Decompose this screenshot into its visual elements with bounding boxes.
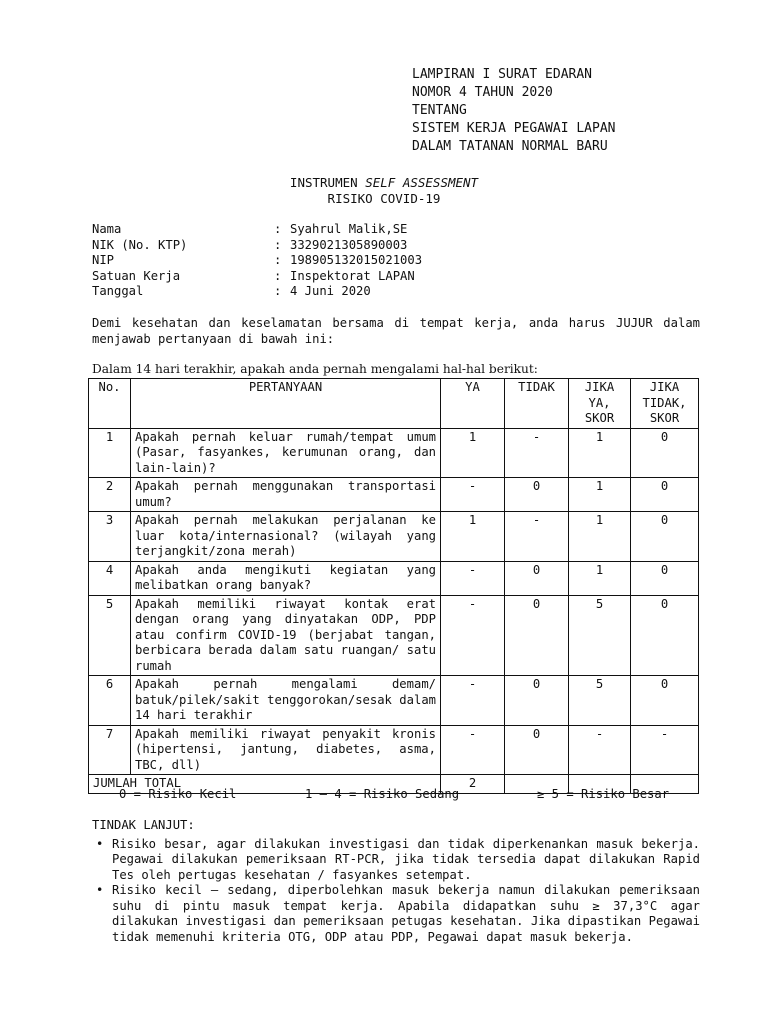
row-ya: - (441, 561, 505, 595)
row-question: Apakah pernah menggunakan transportasi umum? (131, 478, 441, 512)
row-jika-ya: 1 (569, 512, 631, 562)
row-question: Apakah pernah keluar rumah/tempat umum (Pasar, fasyankes, kerumunan orang, dan lain-lain)? (131, 428, 441, 478)
table-header-row (89, 379, 699, 429)
row-no: 1 (89, 428, 131, 478)
table-row (89, 561, 699, 595)
attachment-header (412, 66, 752, 156)
row-ya: - (441, 676, 505, 726)
row-jika-ya: 1 (569, 428, 631, 478)
legend-low: 0 = Risiko Kecil (119, 787, 237, 801)
row-no: 2 (89, 478, 131, 512)
title-italic: SELF ASSESSMENT (365, 175, 479, 190)
row-ya: - (441, 725, 505, 775)
identity-value: Syahrul Malik,SE (290, 222, 408, 236)
row-jika-ya: 5 (569, 595, 631, 676)
row-question: Apakah pernah melakukan perjalanan ke luar kota/internasional? (wilayah yang terjangkit/zona merah) (131, 512, 441, 562)
row-no: 7 (89, 725, 131, 775)
legend-medium: 1 – 4 = Risiko Sedang (305, 787, 460, 801)
row-tidak: 0 (505, 725, 569, 775)
identity-row-nip (92, 253, 712, 269)
legend-high: ≥ 5 = Risiko Besar (537, 787, 670, 801)
row-jika-tidak: 0 (631, 676, 699, 726)
identity-value: 198905132015021003 (290, 253, 423, 267)
header-ya: YA (441, 379, 505, 429)
header-jika-ya: JIKA YA, SKOR (569, 379, 631, 429)
title-subtitle: RISIKO COVID-19 (327, 190, 441, 206)
row-jika-tidak: - (631, 725, 699, 775)
identity-row-name (92, 222, 712, 238)
header-jika-tidak: JIKA TIDAK, SKOR (631, 379, 699, 429)
row-question: Apakah memiliki riwayat kontak erat dengan orang yang dinyatakan ODP, PDP atau confirm COVID-19 (berjabat tangan, berbicara berada dalam satu ruangan/ satu rumah (131, 595, 441, 676)
identity-value: 4 Juni 2020 (290, 284, 371, 298)
row-tidak: 0 (505, 595, 569, 676)
table-row (89, 676, 699, 726)
header-question: PERTANYAAN (131, 379, 441, 429)
document-title (0, 175, 768, 206)
colon: : (274, 268, 282, 283)
list-item: • Risiko kecil – sedang, diperbolehkan masuk bekerja namun dilakukan pemeriksaan suhu di pintu masuk tempat kerja. Apabila didapatkan suhu ≥ 37,3°C agar dilakukan investigasi dan pemeriksaan petugas kesehatan. Jika dipastikan Pegawai tidak memenuhi kriteria OTG, ODP atau PDP, Pegawai dapat masuk bekerja. (112, 883, 700, 945)
table-row (89, 478, 699, 512)
followup-list (92, 837, 700, 946)
identity-row-unit (92, 269, 712, 285)
identity-row-nik (92, 238, 712, 254)
identity-value: Inspektorat LAPAN (290, 268, 415, 283)
identity-label: NIK (No. KTP) (92, 237, 188, 252)
title-prefix: INSTRUMEN (289, 175, 358, 190)
followup-section (92, 818, 700, 945)
identity-value: 3329021305890003 (290, 237, 408, 252)
list-item: • Risiko besar, agar dilakukan investigasi dan tidak diperkenankan masuk bekerja. Pegawai dilakukan pemeriksaan RT-PCR, jika tidak tersedia dapat dilakukan Rapid Tes oleh pertugas kesehatan / fasyankes setempat. (112, 837, 700, 884)
colon: : (274, 284, 282, 298)
identity-label: Satuan Kerja (92, 268, 181, 283)
header-line: SISTEM KERJA PEGAWAI LAPAN (412, 121, 616, 136)
header-line: DALAM TATANAN NORMAL BARU (412, 139, 608, 154)
row-question: Apakah memiliki riwayat penyakit kronis (hipertensi, jantung, diabetes, asma, TBC, dll) (131, 725, 441, 775)
table-row (89, 512, 699, 562)
header-no: No. (89, 379, 131, 429)
colon: : (274, 253, 282, 267)
header-tidak: TIDAK (505, 379, 569, 429)
row-tidak: 0 (505, 561, 569, 595)
header-line: LAMPIRAN I SURAT EDARAN (412, 67, 593, 82)
row-jika-tidak: 0 (631, 428, 699, 478)
row-no: 6 (89, 676, 131, 726)
row-ya: 1 (441, 428, 505, 478)
identity-label: Tanggal (92, 284, 144, 298)
row-ya: - (441, 478, 505, 512)
row-jika-ya: 1 (569, 561, 631, 595)
intro-paragraph: Demi kesehatan dan keselamatan bersama di tempat kerja, anda harus JUJUR dalam menjawab pertanyaan di bawah ini: (92, 316, 700, 346)
header-line: TENTANG (412, 103, 467, 118)
row-ya: 1 (441, 512, 505, 562)
row-tidak: 0 (505, 676, 569, 726)
identity-label: Nama (92, 222, 122, 236)
questionnaire-lead: Dalam 14 hari terakhir, apakah anda pernah mengalami hal-hal berikut: (92, 362, 538, 376)
row-no: 4 (89, 561, 131, 595)
identity-label: NIP (92, 253, 115, 267)
header-line: NOMOR 4 TAHUN 2020 (412, 85, 553, 100)
table-row (89, 428, 699, 478)
colon: : (274, 222, 282, 236)
assessment-table (88, 378, 699, 794)
row-no: 5 (89, 595, 131, 676)
row-jika-tidak: 0 (631, 595, 699, 676)
table-row (89, 725, 699, 775)
row-tidak: - (505, 428, 569, 478)
row-no: 3 (89, 512, 131, 562)
row-jika-ya: - (569, 725, 631, 775)
row-jika-ya: 1 (569, 478, 631, 512)
row-question: Apakah anda mengikuti kegiatan yang melibatkan orang banyak? (131, 561, 441, 595)
row-tidak: 0 (505, 478, 569, 512)
row-jika-tidak: 0 (631, 478, 699, 512)
row-jika-tidak: 0 (631, 512, 699, 562)
identity-row-date (92, 284, 712, 300)
colon: : (274, 237, 282, 252)
row-jika-ya: 5 (569, 676, 631, 726)
row-tidak: - (505, 512, 569, 562)
total-ya: 2 (441, 775, 505, 794)
table-row (89, 595, 699, 676)
total-label: JUMLAH TOTAL (89, 775, 441, 794)
identity-section (92, 222, 712, 300)
row-jika-tidak: 0 (631, 561, 699, 595)
row-question: Apakah pernah mengalami demam/ batuk/pilek/sakit tenggorokan/sesak dalam 14 hari terakhir (131, 676, 441, 726)
followup-title: TINDAK LANJUT: (92, 818, 195, 832)
row-ya: - (441, 595, 505, 676)
